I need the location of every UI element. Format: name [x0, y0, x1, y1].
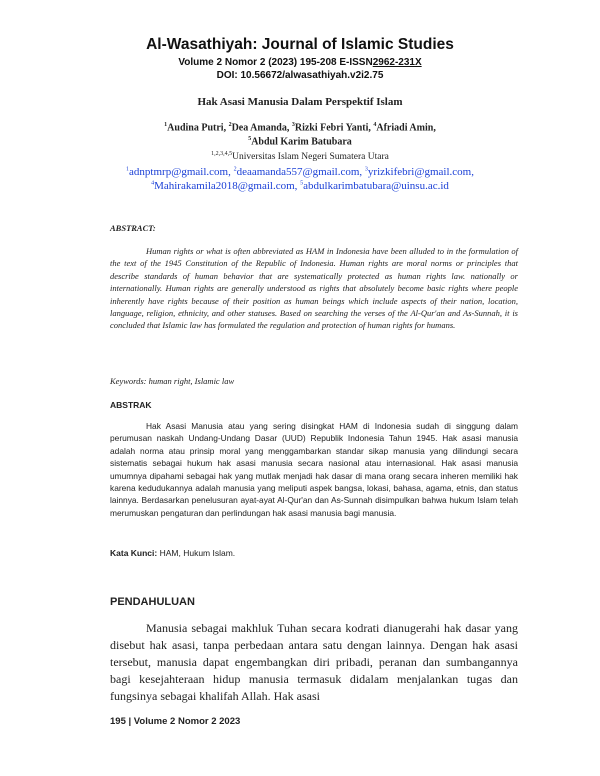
author-name-sup: 5	[248, 136, 252, 142]
author-name-sup: 2	[228, 122, 232, 128]
abstrak-label: ABSTRAK	[110, 400, 152, 410]
author-name-sup: 1	[164, 122, 168, 128]
authors-line-2	[0, 136, 600, 147]
author-name: Dea Amanda	[231, 122, 287, 134]
abstract-english-text: Human rights or what is often abbreviated as HAM in Indonesia have been alluded to in the formulation of the text of the 1945 Constitution of the Republic of Indonesia. Human rights are moral norms or principles that describe standards of human behavior that are systematically protected as human rights law. nationally or internationally. Human rights are generally understood as rights that absolutely become basic rights where people inherently have rights because of their position as human beings which include aspects of their nation, location, language, religion, ethnicity, and other statuses. Based on searching the verses of the Al-Qur'an and As-Sunnah, it is concluded that Islamic law has formulated the regulation and protection of human rights for humans.	[110, 246, 518, 331]
volume-text: Volume 2 Nomor 2 (2023) 195-208 E-ISSN	[178, 57, 373, 68]
affiliation-sup: 1,2,3,4,5	[211, 151, 233, 157]
doi-line: DOI: 10.56672/alwasathiyah.v2i2.75	[216, 70, 384, 81]
author-name: Rizki Febri Yanti	[294, 122, 369, 134]
emails-line-2: $^4$Mahirakamila2018@gmail.com, $^5$abdulkarimbatubara@uinsu.ac.id	[151, 180, 449, 192]
emails-line-1: $^1$adnptmrp@gmail.com, $^2$deaamanda557@gmail.com, $^3$yrizkifebri@gmail.com,	[126, 166, 474, 178]
author-name-sup: 3	[291, 122, 295, 128]
volume-line	[0, 57, 600, 68]
author-email[interactable]: abdulkarimbatubara@uinsu.ac.id	[303, 180, 449, 192]
affiliation	[0, 151, 600, 162]
author-email-sup: 1	[126, 166, 130, 173]
issn-number: 2962-231X	[372, 57, 422, 68]
author-email-sup: 4	[151, 180, 155, 187]
author-email-sup: 5	[300, 180, 304, 187]
author-email[interactable]: adnptmrp@gmail.com	[129, 166, 229, 178]
author-name: Afriadi Amin	[376, 122, 434, 134]
authors-line-1: $^1$Audina Putri, $^2$Dea Amanda, $^3$Rizki Febri Yanti, $^4$Afriadi Amin,	[164, 122, 436, 134]
author-name: Audina Putri	[167, 122, 224, 134]
abstrak-text: Hak Asasi Manusia atau yang sering disingkat HAM di Indonesia sudah di singgung dalam perumusan naskah Undang-Undang Dasar (UUD) Republik Indonesia Tahun 1945. Hak asasi manusia adalah norma atau prinsip moral yang menggambarkan standar sikap manusia yang dilindungi secara sistematis sebagai hukum hak asasi manusia secara nasional atau internasional. Hak asasi manusia umumnya dipahami sebagai hak yang mutlak menjadi hak dasar di mana orang secara inheren memiliki hak karena kedudukannya adalah manusia yang meliputi aspek bangsa, lokasi, bahasa, agama, etnis, dan status lainnya. Berdasarkan penelusuran ayat-ayat Al-Qur'an dan As-Sunnah disimpulkan bahwa hukum Islam telah merumuskan pengaturan dan perlindungan hak asasi manusia bagi manusia.	[110, 421, 518, 518]
author-email[interactable]: yrizkifebri@gmail.com	[367, 166, 472, 178]
author-email[interactable]: Mahirakamila2018@gmail.com	[154, 180, 295, 192]
keywords: Keywords: human right, Islamic law	[110, 376, 235, 386]
affiliation-text: Universitas Islam Negeri Sumatera Utara	[232, 152, 389, 163]
abstract-label: ABSTRACT:	[110, 223, 156, 233]
page-footer: 195 | Volume 2 Nomor 2 2023	[110, 716, 241, 727]
author-email-sup: 3	[364, 166, 368, 173]
author-name: Abdul Karim Batubara	[251, 136, 352, 148]
kata-kunci	[110, 548, 235, 558]
kata-kunci-label: Kata Kunci:	[110, 548, 158, 558]
journal-title: Al-Wasathiyah: Journal of Islamic Studies	[146, 36, 454, 53]
article-title: Hak Asasi Manusia Dalam Perspektif Islam	[197, 96, 403, 108]
intro-paragraph: Manusia sebagai makhluk Tuhan secara kodrati dianugerahi hak dasar yang disebut hak asasi, tanpa perbedaan antara satu dengan lainnya. Dengan hak asasi tersebut, manusia dapat engembangkan diri pribadi, peranan dan sumbangannya bagi kesejahteraan hidup manusia termasuk didalam menjalankan tugas dan fungsinya sebagai khalifah Allah. Hak asasi	[110, 621, 518, 703]
author-email[interactable]: deaamanda557@gmail.com	[236, 166, 360, 178]
author-name-sup: 4	[373, 122, 377, 128]
author-email-sup: 2	[233, 166, 237, 173]
kata-kunci-values: HAM, Hukum Islam.	[157, 548, 236, 558]
section-heading-pendahuluan: PENDAHULUAN	[110, 596, 195, 608]
